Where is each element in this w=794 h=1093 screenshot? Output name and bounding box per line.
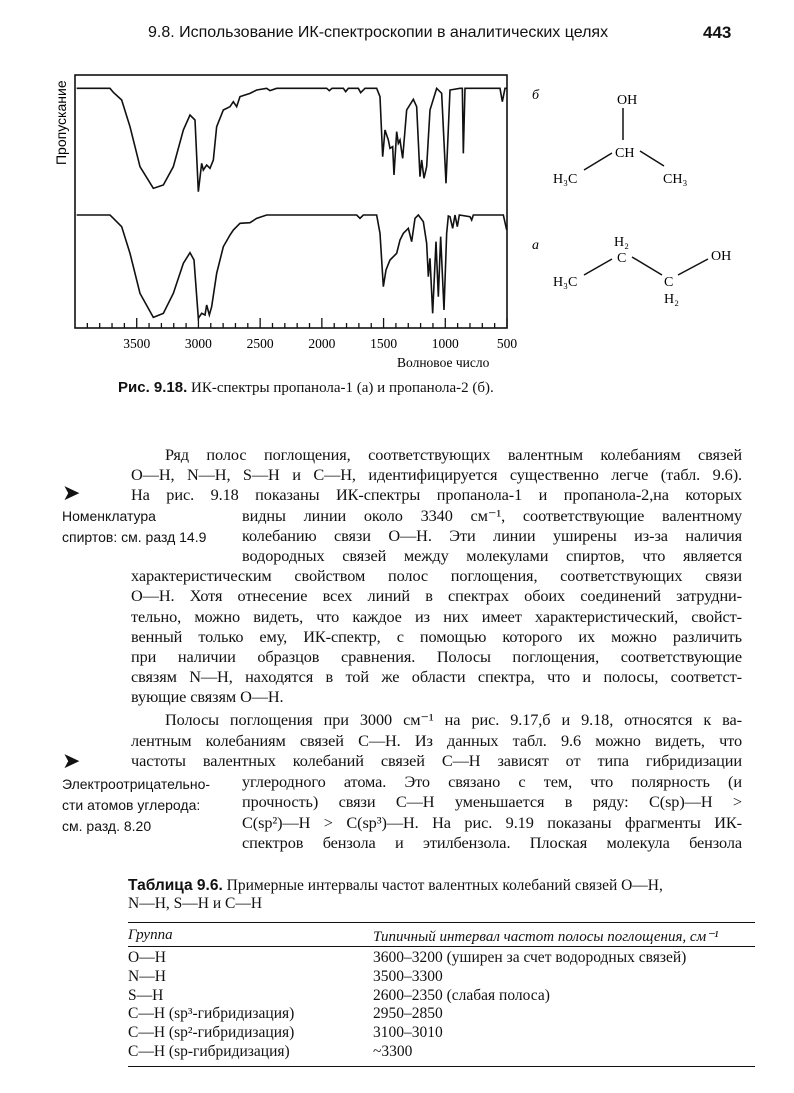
margin-note-2-line: сти атомов углерода: <box>62 797 201 813</box>
margin-note-1-line: Номенклатура <box>62 508 156 524</box>
x-tick-label: 500 <box>496 336 518 351</box>
body-line: венный только ему, ИК-спектр, с помощью которого их можно различить <box>131 626 742 646</box>
table-header-group: Группа <box>128 927 173 943</box>
table-cell-group: C—H (sp³-гибридизация) <box>128 1005 295 1023</box>
margin-arrow-icon: ➤ <box>62 749 81 774</box>
figure-caption-text: ИК-спектры пропанола-1 (а) и пропанола-2 (б). <box>187 380 494 396</box>
body-line: O—H. Хотя отнесение всех линий в спектрах обоих соединений затрудни- <box>131 586 742 606</box>
body-line: C(sp²)—H > C(sp³)—H. На рис. 9.19 показаны фрагменты ИК- <box>242 812 742 832</box>
spectrum-propanol-1 <box>77 215 507 318</box>
body-line: видны линии около 3340 см⁻¹, соответствующие валентному <box>242 505 742 525</box>
x-tick-label: 3500 <box>123 336 151 351</box>
page-number: 443 <box>703 23 732 42</box>
margin-note-2-line: Электроотрицательно- <box>62 776 211 792</box>
x-tick-label: 1000 <box>431 336 459 351</box>
body-line: На рис. 9.18 показаны ИК-спектры пропанола-1 и пропанола-2,на которых <box>131 485 742 505</box>
atom-h3c: H₃C <box>553 275 578 290</box>
body-line: углеродного атома. Это связано с тем, что полярность (и <box>242 771 742 791</box>
table-header-range: Типичный интервал частот полосы поглощения, см⁻¹ <box>373 929 719 945</box>
x-axis-ticks <box>87 318 507 328</box>
table-top-rule <box>128 922 755 923</box>
table-cell-range: 3500–3300 <box>373 967 443 985</box>
x-tick-label: 3000 <box>184 336 212 351</box>
x-tick-label: 1500 <box>370 336 398 351</box>
body-line: при наличии образцов сравнения. Полосы поглощения, соответствующие <box>131 647 742 666</box>
figure-caption-label: Рис. 9.18. <box>118 379 188 396</box>
margin-arrow-icon: ➤ <box>62 481 81 506</box>
table-cell-range: 3600–3200 (уширен за счет водородных связей) <box>373 949 687 966</box>
running-header-title: 9.8. Использование ИК-спектроскопии в аналитических целях <box>148 24 609 41</box>
table-cell-range: 3100–3010 <box>373 1024 443 1042</box>
body-line: водородных связей между молекулами спиртов, что является <box>242 546 742 565</box>
body-line: тельно, можно видеть, что каждое из них имеет характеристический, свойст- <box>131 606 742 626</box>
body-line: спектров бензола и этилбензола. Плоская молекула бензола <box>242 833 742 852</box>
margin-note-2-line: см. разд. 8.20 <box>62 818 152 834</box>
figure-caption <box>118 379 494 397</box>
table-label: Таблица 9.6. <box>128 877 223 894</box>
atom-oh: OH <box>617 93 638 108</box>
body-line: O—H, N—H, S—H и C—H, идентифицируется существенно легче (табл. 9.6). <box>131 465 742 485</box>
panel-label-a: а <box>532 238 539 253</box>
body-line: связям N—H, находятся в той же области спектра, что и полосы, соответст- <box>131 667 742 687</box>
atom-ch3: CH₃ <box>663 172 688 187</box>
body-line: прочность) связи C—H уменьшается в ряду: C(sp)—H > <box>242 792 742 811</box>
table-cell-group: S—H <box>128 986 164 1004</box>
body-line: Ряд полос поглощения, соответствующих валентным колебаниям связей <box>165 445 742 464</box>
table-cell-group: N—H <box>128 967 166 985</box>
x-axis-tick-labels <box>123 336 517 351</box>
atom-h2-top: H₂ <box>614 235 629 250</box>
atom-h2-bottom: H₂ <box>664 292 679 307</box>
structure-propanol-2 <box>553 93 687 187</box>
body-line: колебанию связи O—H. Эти линии уширены из-за наличия <box>242 525 742 545</box>
body-line: вующие связям O—H. <box>131 687 284 707</box>
x-axis-label: Волновое число <box>397 355 490 370</box>
table-caption-line2: N—H, S—H и C—H <box>128 895 263 912</box>
body-line: частоты валентных колебаний связей C—H зависят от типа гибридизации <box>131 751 742 770</box>
spectrum-propanol-2 <box>77 88 507 191</box>
y-axis-label: Пропускание <box>53 80 69 165</box>
panel-label-b: б <box>532 88 540 103</box>
atom-c-bottom: C <box>664 275 674 290</box>
table-header-rule <box>128 946 755 947</box>
x-tick-label: 2000 <box>308 336 336 351</box>
table-cell-range: ~3300 <box>373 1043 413 1060</box>
table-title: Примерные интервалы частот валентных колебаний связей O—H, <box>222 877 663 894</box>
atom-ch: CH <box>615 146 635 161</box>
body-line: лентным колебаниям связей C—H. Из данных табл. 9.6 можно видеть, что <box>131 730 742 750</box>
atom-h3c: H₃C <box>553 172 578 187</box>
body-line: Полосы поглощения при 3000 см⁻¹ на рис. 9.17,б и 9.18, относятся к ва- <box>165 710 742 729</box>
atom-oh: OH <box>711 249 732 264</box>
margin-note-1-line: спиртов: см. разд 14.9 <box>62 529 207 545</box>
table-cell-range: 2950–2850 <box>373 1005 443 1023</box>
table-cell-range: 2600–2350 (слабая полоса) <box>373 986 550 1004</box>
table-caption <box>128 877 663 895</box>
table-cell-group: C—H (sp-гибридизация) <box>128 1043 290 1060</box>
structure-propanol-1 <box>553 235 731 307</box>
table-cell-group: C—H (sp²-гибридизация) <box>128 1024 295 1042</box>
x-tick-label: 2500 <box>246 336 274 351</box>
body-line: характеристическим свойством полос поглощения, соответствующих связи <box>131 566 742 586</box>
ir-spectra-figure <box>0 0 794 380</box>
table-cell-group: O—H <box>128 949 166 966</box>
table-bottom-rule <box>128 1066 755 1067</box>
atom-c-top: C <box>617 251 627 266</box>
